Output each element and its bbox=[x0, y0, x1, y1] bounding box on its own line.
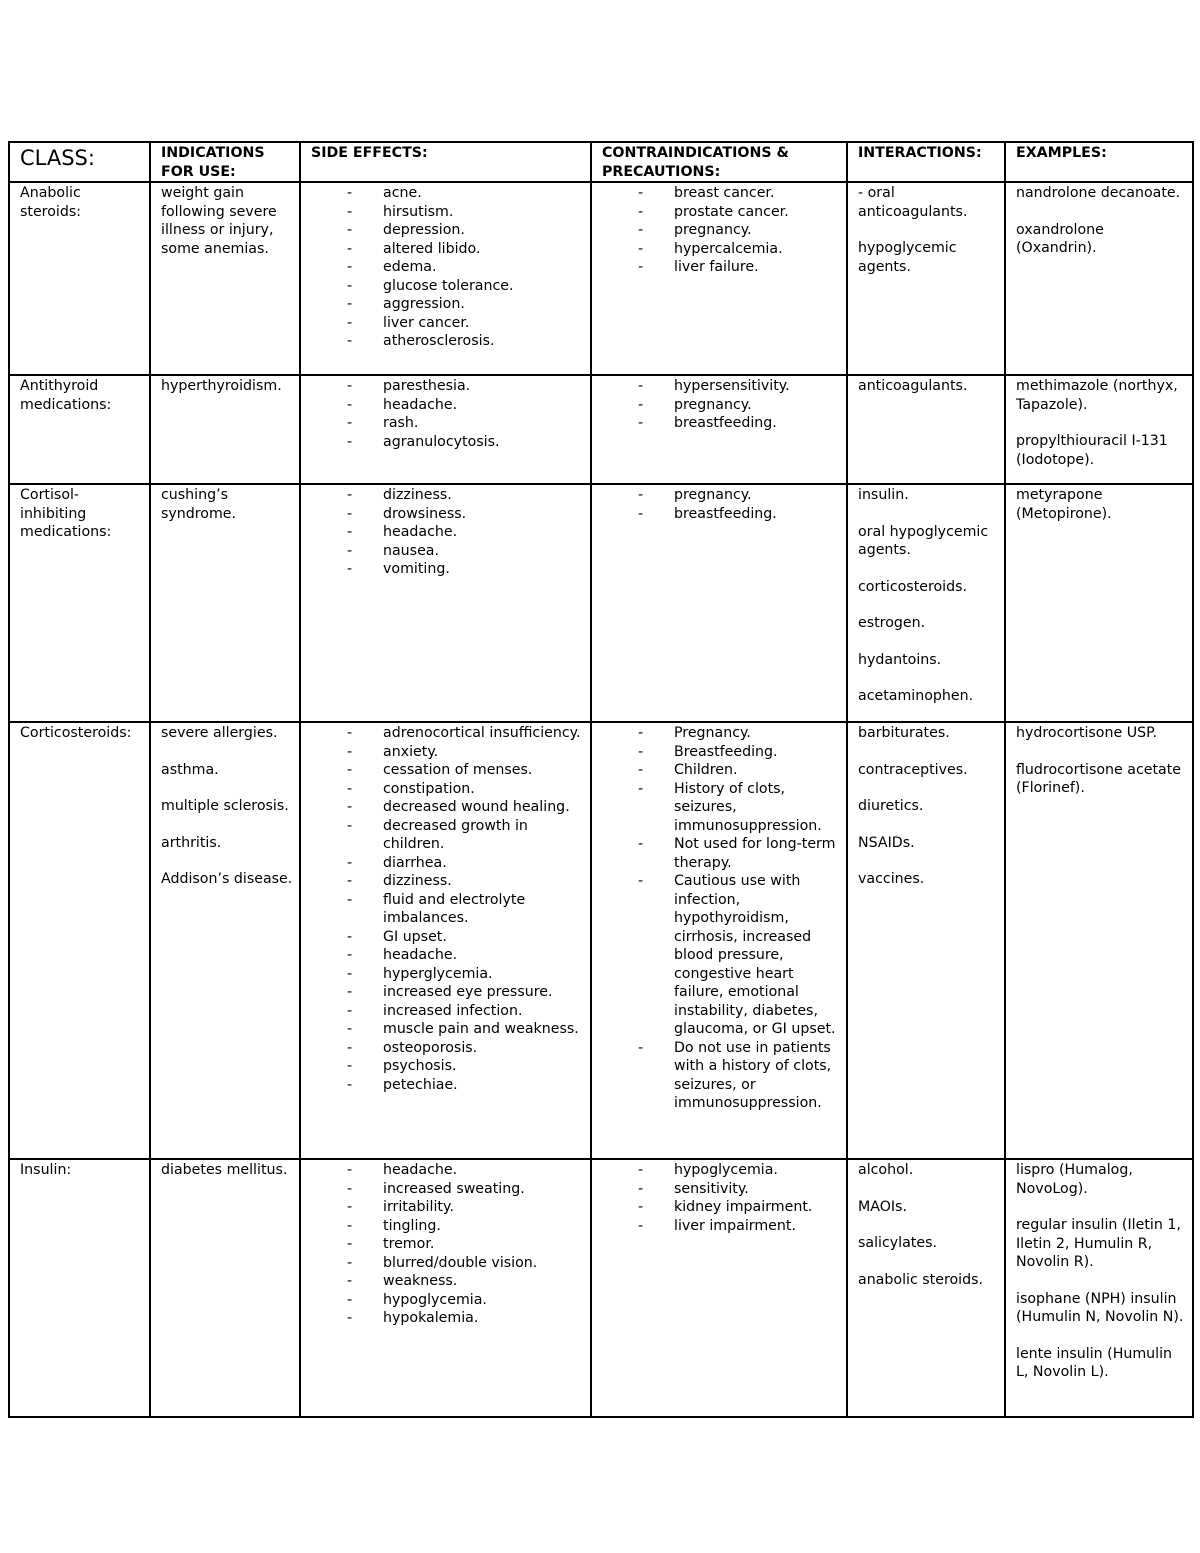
list-item: - GI upset. bbox=[311, 928, 586, 947]
class-cell: Corticosteroids: bbox=[9, 722, 150, 1159]
indications-cell-item: weight gain following severe illness or injury, some anemias. bbox=[161, 185, 277, 257]
indications-cell bbox=[150, 182, 300, 375]
contraindications-cell bbox=[591, 722, 847, 1159]
list-item: - breast cancer. bbox=[602, 184, 842, 203]
list-item: - decreased growth in children. bbox=[311, 817, 586, 854]
table-row bbox=[9, 375, 1193, 484]
list-item: - aggression. bbox=[311, 295, 586, 314]
indications-cell bbox=[150, 722, 300, 1159]
interactions-cell bbox=[847, 722, 1005, 1159]
examples-cell bbox=[1005, 182, 1193, 375]
list-item: - altered libido. bbox=[311, 240, 586, 259]
list-item: - decreased wound healing. bbox=[311, 798, 586, 817]
class-cell: Antithyroid medications: bbox=[9, 375, 150, 484]
list-item: - hypersensitivity. bbox=[602, 377, 842, 396]
examples-cell-item: isophane (NPH) insulin (Humulin N, Novolin N). bbox=[1016, 1290, 1184, 1325]
list-item: - hypoglycemia. bbox=[311, 1291, 586, 1310]
interactions-cell-item: insulin. bbox=[858, 487, 909, 503]
drug-class-table bbox=[8, 141, 1194, 1418]
list-item: - irritability. bbox=[311, 1198, 586, 1217]
list-item: - hypoglycemia. bbox=[602, 1161, 842, 1180]
list-item: - weakness. bbox=[311, 1272, 586, 1291]
side-effects-cell bbox=[300, 484, 591, 722]
list-item: - hyperglycemia. bbox=[311, 965, 586, 984]
interactions-cell-item: - oral anticoagulants. bbox=[858, 185, 968, 220]
interactions-cell-item: diuretics. bbox=[858, 798, 924, 814]
list-item: - Pregnancy. bbox=[602, 724, 842, 743]
interactions-cell-item: estrogen. bbox=[858, 615, 926, 631]
class-cell: Cortisol-inhibiting medications: bbox=[9, 484, 150, 722]
examples-cell-item: oxandrolone (Oxandrin). bbox=[1016, 221, 1104, 256]
examples-cell-item: propylthiouracil I-131 (Iodotope). bbox=[1016, 433, 1168, 468]
interactions-cell-item: vaccines. bbox=[858, 871, 925, 887]
indications-cell-item: multiple sclerosis. bbox=[161, 798, 289, 814]
examples-cell-item: lente insulin (Humulin L, Novolin L). bbox=[1016, 1345, 1173, 1380]
interactions-cell-item: acetaminophen. bbox=[858, 688, 974, 704]
list-item: - hirsutism. bbox=[311, 203, 586, 222]
list-item: - headache. bbox=[311, 946, 586, 965]
list-item: - nausea. bbox=[311, 542, 586, 561]
list-item: - Not used for long-term therapy. bbox=[602, 835, 842, 872]
header-row bbox=[9, 142, 1193, 182]
header-interactions: INTERACTIONS: bbox=[847, 142, 1005, 182]
interactions-cell-item: barbiturates. bbox=[858, 725, 950, 741]
list-item: - osteoporosis. bbox=[311, 1039, 586, 1058]
interactions-cell-item: hydantoins. bbox=[858, 651, 942, 668]
list-item: - diarrhea. bbox=[311, 854, 586, 873]
side-effects-cell bbox=[300, 182, 591, 375]
list-item: - breastfeeding. bbox=[602, 414, 842, 433]
interactions-cell-item: MAOIs. bbox=[858, 1198, 907, 1215]
list-item: - increased sweating. bbox=[311, 1180, 586, 1199]
interactions-cell-item: contraceptives. bbox=[858, 761, 968, 778]
side-effects-cell-list bbox=[311, 377, 586, 451]
list-item: - atherosclerosis. bbox=[311, 332, 586, 351]
interactions-cell-item: anabolic steroids. bbox=[858, 1271, 983, 1288]
side-effects-cell bbox=[300, 722, 591, 1159]
interactions-cell-item: corticosteroids. bbox=[858, 578, 968, 595]
examples-cell bbox=[1005, 722, 1193, 1159]
class-cell: Anabolic steroids: bbox=[9, 182, 150, 375]
table-row bbox=[9, 722, 1193, 1159]
examples-cell-item: fludrocortisone acetate (Florinef). bbox=[1016, 761, 1182, 796]
list-item: - blurred/double vision. bbox=[311, 1254, 586, 1273]
interactions-cell-item: salicylates. bbox=[858, 1235, 937, 1251]
examples-cell-item: regular insulin (Iletin 1, Iletin 2, Humulin R, Novolin R). bbox=[1016, 1217, 1181, 1270]
list-item: - hypercalcemia. bbox=[602, 240, 842, 259]
list-item: - muscle pain and weakness. bbox=[311, 1020, 586, 1039]
header-examples: EXAMPLES: bbox=[1005, 142, 1193, 182]
header-side-effects: SIDE EFFECTS: bbox=[300, 142, 591, 182]
list-item: - acne. bbox=[311, 184, 586, 203]
indications-cell-item: arthritis. bbox=[161, 834, 222, 851]
list-item: - Breastfeeding. bbox=[602, 743, 842, 762]
list-item: - agranulocytosis. bbox=[311, 433, 586, 452]
side-effects-cell-list bbox=[311, 184, 586, 351]
interactions-cell bbox=[847, 182, 1005, 375]
interactions-cell bbox=[847, 484, 1005, 722]
contraindications-cell-list bbox=[602, 486, 842, 523]
indications-cell bbox=[150, 1159, 300, 1417]
header-contraindications: CONTRAINDICATIONS & PRECAUTIONS: bbox=[591, 142, 847, 182]
indications-cell-item: Addison’s disease. bbox=[161, 871, 293, 887]
list-item: - hypokalemia. bbox=[311, 1309, 586, 1328]
list-item: - petechiae. bbox=[311, 1076, 586, 1095]
contraindications-cell bbox=[591, 1159, 847, 1417]
contraindications-cell-list bbox=[602, 1161, 842, 1235]
interactions-cell bbox=[847, 375, 1005, 484]
side-effects-cell bbox=[300, 375, 591, 484]
table-body bbox=[9, 182, 1193, 1417]
list-item: - Cautious use with infection, hypothyroidism, cirrhosis, increased blood pressure, congestive heart failure, emotional instability, diabetes, glaucoma, or GI upset. bbox=[602, 872, 842, 1039]
interactions-cell-item: anticoagulants. bbox=[858, 378, 968, 394]
examples-cell-item: hydrocortisone USP. bbox=[1016, 725, 1157, 741]
interactions-cell-item: hypoglycemic agents. bbox=[858, 240, 957, 275]
list-item: - vomiting. bbox=[311, 560, 586, 579]
examples-cell-item: lispro (Humalog, NovoLog). bbox=[1016, 1162, 1133, 1197]
list-item: - edema. bbox=[311, 258, 586, 277]
contraindications-cell bbox=[591, 375, 847, 484]
list-item: - anxiety. bbox=[311, 743, 586, 762]
indications-cell-item: diabetes mellitus. bbox=[161, 1162, 288, 1178]
contraindications-cell-list bbox=[602, 377, 842, 433]
list-item: - sensitivity. bbox=[602, 1180, 842, 1199]
list-item: - increased eye pressure. bbox=[311, 983, 586, 1002]
list-item: - glucose tolerance. bbox=[311, 277, 586, 296]
side-effects-cell-list bbox=[311, 724, 586, 1094]
list-item: - rash. bbox=[311, 414, 586, 433]
examples-cell-item: nandrolone decanoate. bbox=[1016, 185, 1181, 201]
list-item: - paresthesia. bbox=[311, 377, 586, 396]
contraindications-cell-list bbox=[602, 724, 842, 1113]
list-item: - prostate cancer. bbox=[602, 203, 842, 222]
indications-cell bbox=[150, 375, 300, 484]
list-item: - breastfeeding. bbox=[602, 505, 842, 524]
contraindications-cell bbox=[591, 182, 847, 375]
examples-cell-item: metyrapone (Metopirone). bbox=[1016, 487, 1112, 522]
list-item: - fluid and electrolyte imbalances. bbox=[311, 891, 586, 928]
examples-cell bbox=[1005, 1159, 1193, 1417]
list-item: - dizziness. bbox=[311, 486, 586, 505]
list-item: - dizziness. bbox=[311, 872, 586, 891]
list-item: - headache. bbox=[311, 523, 586, 542]
list-item: - Children. bbox=[602, 761, 842, 780]
list-item: - increased infection. bbox=[311, 1002, 586, 1021]
list-item: - liver impairment. bbox=[602, 1217, 842, 1236]
table-row bbox=[9, 1159, 1193, 1417]
examples-cell-item: methimazole (northyx, Tapazole). bbox=[1016, 378, 1178, 413]
table-row bbox=[9, 182, 1193, 375]
side-effects-cell bbox=[300, 1159, 591, 1417]
list-item: - pregnancy. bbox=[602, 396, 842, 415]
class-cell: Insulin: bbox=[9, 1159, 150, 1417]
indications-cell-item: cushing’s syndrome. bbox=[161, 487, 237, 522]
indications-cell-item: hyperthyroidism. bbox=[161, 378, 282, 394]
interactions-cell-item: NSAIDs. bbox=[858, 834, 915, 851]
side-effects-cell-list bbox=[311, 486, 586, 579]
list-item: - liver failure. bbox=[602, 258, 842, 277]
list-item: - pregnancy. bbox=[602, 221, 842, 240]
list-item: - kidney impairment. bbox=[602, 1198, 842, 1217]
indications-cell-item: asthma. bbox=[161, 761, 219, 778]
list-item: - headache. bbox=[311, 1161, 586, 1180]
list-item: - tingling. bbox=[311, 1217, 586, 1236]
contraindications-cell bbox=[591, 484, 847, 722]
list-item: - tremor. bbox=[311, 1235, 586, 1254]
list-item: - headache. bbox=[311, 396, 586, 415]
list-item: - drowsiness. bbox=[311, 505, 586, 524]
list-item: - adrenocortical insufficiency. bbox=[311, 724, 586, 743]
list-item: - History of clots, seizures, immunosuppression. bbox=[602, 780, 842, 836]
interactions-cell-item: oral hypoglycemic agents. bbox=[858, 523, 989, 558]
list-item: - constipation. bbox=[311, 780, 586, 799]
indications-cell-item: severe allergies. bbox=[161, 725, 278, 741]
list-item: - Do not use in patients with a history of clots, seizures, or immunosuppression. bbox=[602, 1039, 842, 1113]
header-indications: INDICATIONS FOR USE: bbox=[150, 142, 300, 182]
indications-cell bbox=[150, 484, 300, 722]
header-class: CLASS: bbox=[9, 142, 150, 182]
interactions-cell-item: alcohol. bbox=[858, 1162, 914, 1178]
examples-cell bbox=[1005, 484, 1193, 722]
list-item: - cessation of menses. bbox=[311, 761, 586, 780]
list-item: - depression. bbox=[311, 221, 586, 240]
contraindications-cell-list bbox=[602, 184, 842, 277]
interactions-cell bbox=[847, 1159, 1005, 1417]
list-item: - liver cancer. bbox=[311, 314, 586, 333]
examples-cell bbox=[1005, 375, 1193, 484]
list-item: - psychosis. bbox=[311, 1057, 586, 1076]
table-row bbox=[9, 484, 1193, 722]
list-item: - pregnancy. bbox=[602, 486, 842, 505]
side-effects-cell-list bbox=[311, 1161, 586, 1328]
